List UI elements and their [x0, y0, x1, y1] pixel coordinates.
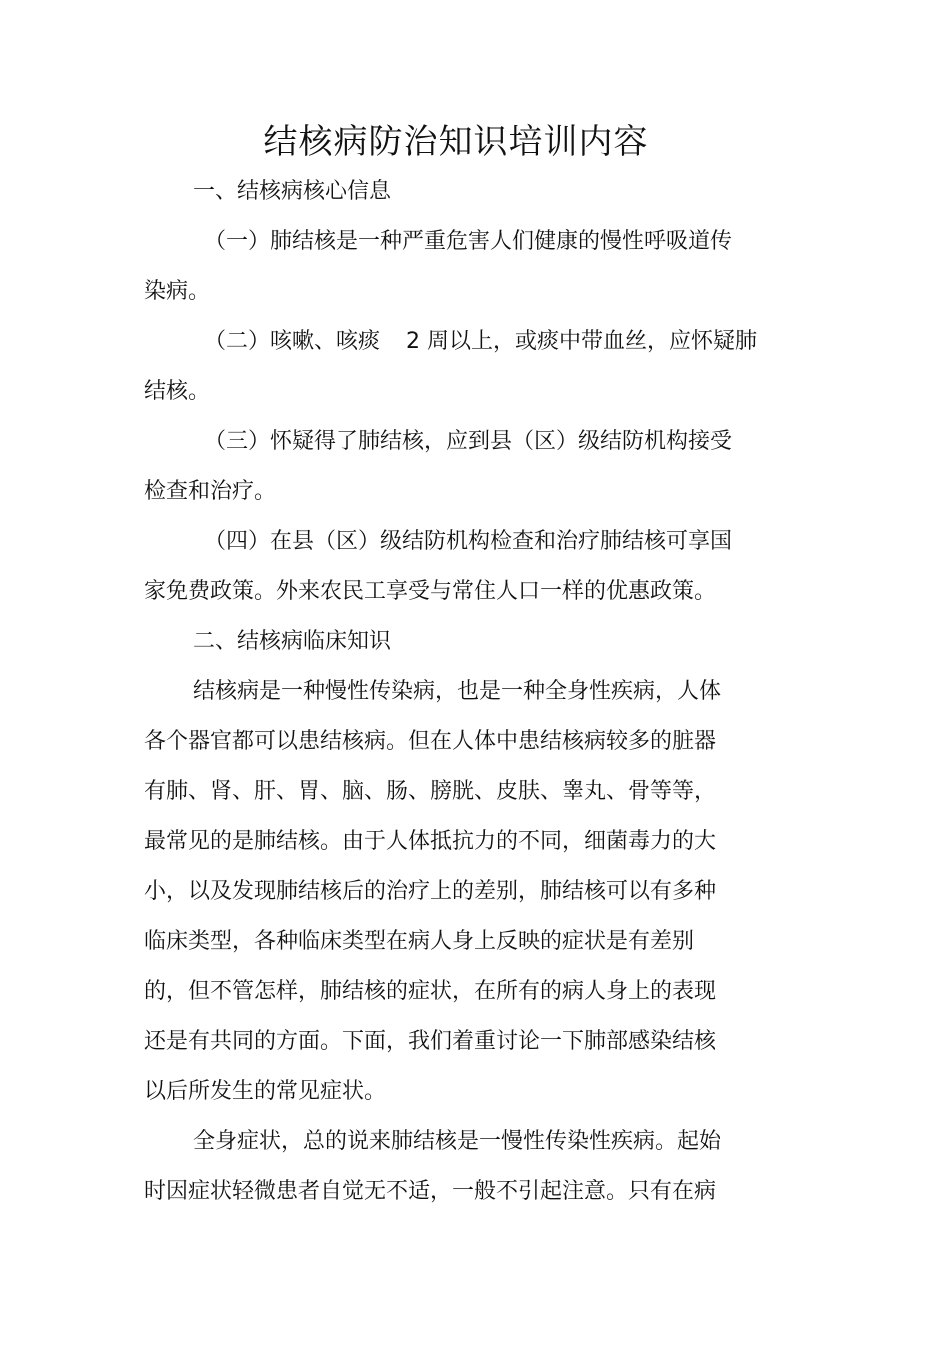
- paragraph-1-line-4: 最常见的是肺结核。由于人体抵抗力的不同，细菌毒力的大: [144, 829, 717, 854]
- item-1-line-1: （一）肺结核是一种严重危害人们健康的慢性呼吸道传: [204, 229, 733, 254]
- paragraph-1-line-7: 的，但不管怎样，肺结核的症状，在所有的病人身上的表现: [144, 979, 717, 1004]
- document-title: 结核病防治知识培训内容: [263, 122, 649, 162]
- item-2-line-1-part-b: 2 周以上，或痰中带血丝，应怀疑肺: [406, 329, 758, 354]
- item-4-line-1: （四）在县（区）级结防机构检查和治疗肺结核可享国: [204, 529, 733, 554]
- paragraph-2-line-1: 全身症状，总的说来肺结核是一慢性传染性疾病。起始: [193, 1129, 722, 1154]
- paragraph-1-line-9: 以后所发生的常见症状。: [144, 1079, 387, 1104]
- paragraph-1-line-3: 有肺、肾、肝、胃、脑、肠、膀胱、皮肤、睾丸、骨等等，: [144, 779, 717, 804]
- item-1-line-2: 染病。: [144, 279, 211, 304]
- item-4-line-2: 家免费政策。外来农民工享受与常住人口一样的优惠政策。: [144, 579, 717, 604]
- item-2-line-1-part-a: （二）咳嗽、咳痰: [204, 329, 381, 354]
- paragraph-1-line-6: 临床类型，各种临床类型在病人身上反映的症状是有差别: [144, 929, 695, 954]
- paragraph-1-line-8: 还是有共同的方面。下面，我们着重讨论一下肺部感染结核: [144, 1029, 717, 1054]
- paragraph-1-line-1: 结核病是一种慢性传染病，也是一种全身性疾病，人体: [193, 679, 722, 704]
- section-heading-core-info: 一、结核病核心信息: [193, 179, 392, 204]
- item-2-line-1: [204, 326, 757, 358]
- paragraph-1-line-5: 小，以及发现肺结核后的治疗上的差别，肺结核可以有多种: [144, 879, 717, 904]
- item-2-line-2: 结核。: [144, 379, 211, 404]
- paragraph-1-line-2: 各个器官都可以患结核病。但在人体中患结核病较多的脏器: [144, 729, 717, 754]
- item-3-line-2: 检查和治疗。: [144, 479, 277, 504]
- paragraph-2-line-2: 时因症状轻微患者自觉无不适，一般不引起注意。只有在病: [144, 1179, 717, 1204]
- item-3-line-1: （三）怀疑得了肺结核，应到县（区）级结防机构接受: [204, 429, 733, 454]
- section-heading-clinical-knowledge: 二、结核病临床知识: [193, 629, 392, 654]
